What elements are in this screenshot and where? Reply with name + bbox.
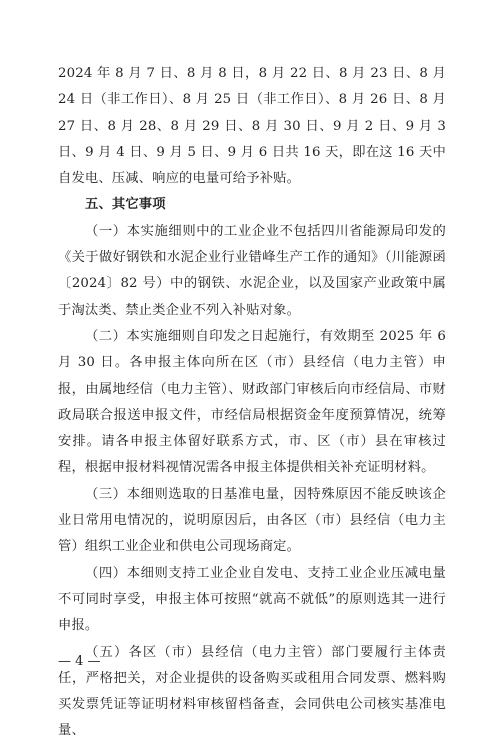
paragraph-subsidy-dates: 2024 年 8 月 7 日、8 月 8 日，8 月 22 日、8 月 23 日、8 月 24 日（非工作日）、8 月 25 日（非工作日）、8 月 26 日、8 月 27 日、8 月 28、8 月 29 日、8 月 30 日、9 月 2 日、9 月 3 日、9 月 4 日、9 月 5 日、9 月 6 日共 16 天，即在这 16 天中自发电、压减、响应的电量可给予补贴。 <box>58 66 446 187</box>
paragraph-item-1: （一）本实施细则中的工业企业不包括四川省能源局印发的《关于做好钢铁和水泥企业行业错峰生产工作的通知》（川能源函〔2024〕82 号）中的钢铁、水泥企业，以及国家产业政策中属于淘汰类、禁止类企业不列入补贴对象。 <box>58 223 446 318</box>
paragraph-item-2: （二）本实施细则自印发之日起施行，有效期至 2025 年 6 月 30 日。各申报主体向所在区（市）县经信（电力主管）申报，由属地经信（电力主管）、财政部门审核后向市经信局、市财政局联合报送申报文件，市经信局根据资金年度预算情况，统筹安排。请各申报主体留好联系方式，市、区（市）县在审核过程，根据申报材料视情况需各申报主体提供相关补充证明材料。 <box>58 328 446 476</box>
document-body <box>58 61 446 745</box>
paragraph-item-5: （五）各区（市）县经信（电力主管）部门要履行主体责任，严格把关，对企业提供的设备购买或租用合同发票、燃料购买发票凭证等证明材料审核留档备查，会同供电公司核实基准电量、 <box>58 644 446 739</box>
section-heading-other-matters: 五、其它事项 <box>85 197 166 213</box>
paragraph-item-4: （四）本细则支持工业企业自发电、支持工业企业压减电量不可同时享受，申报主体可按照“就高不就低”的原则选其一进行申报。 <box>58 565 446 634</box>
page-number: — 4 — <box>58 654 101 669</box>
paragraph-item-3: （三）本细则选取的日基准电量，因特殊原因不能反映该企业日常用电情况的，说明原因后，由各区（市）县经信（电力主管）组织工业企业和供电公司现场商定。 <box>58 486 446 555</box>
